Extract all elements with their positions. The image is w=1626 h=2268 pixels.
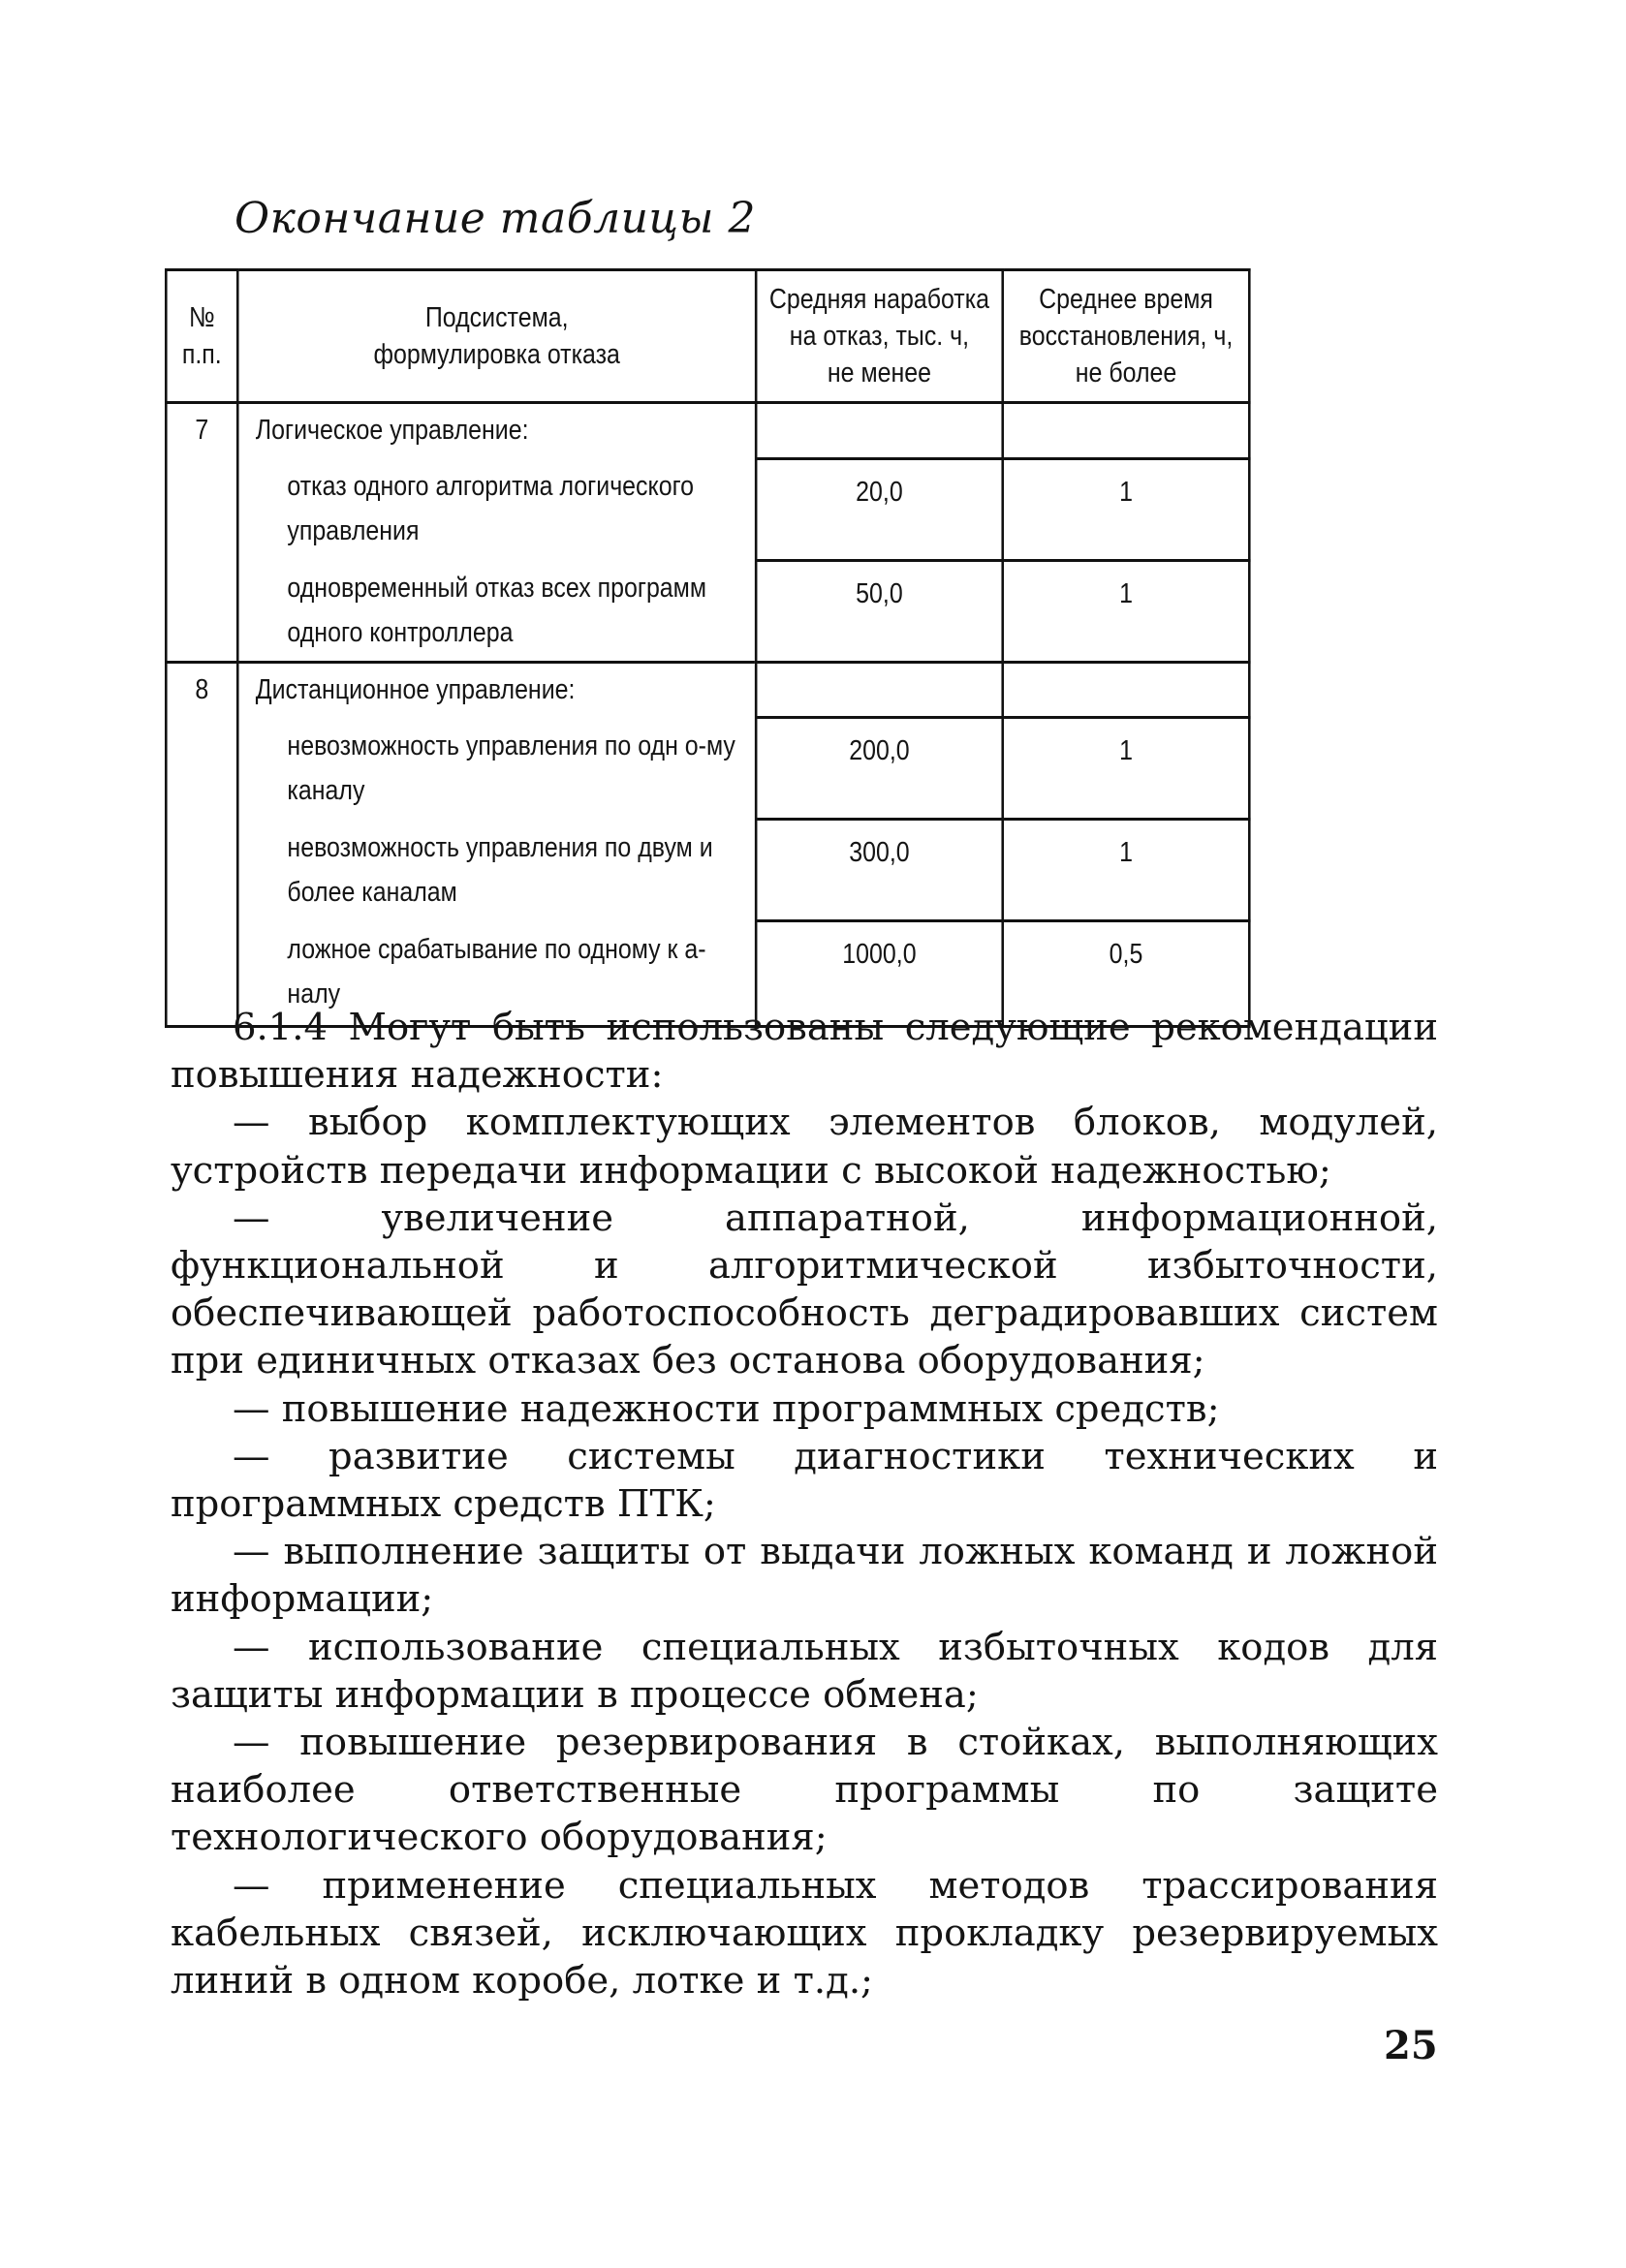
- header-subsystem-line1: Подсистема,: [424, 302, 569, 333]
- header-number: [166, 270, 237, 403]
- group-7-title: Логическое управление:: [237, 403, 756, 459]
- group-8-mtbf-empty: [756, 662, 1003, 718]
- row-mtbf: 50,0: [756, 560, 1003, 662]
- header-number-line1: №: [188, 302, 215, 333]
- table-row: [166, 820, 1249, 921]
- list-item: — увеличение аппаратной, информационной, функциональной и алгоритмической избыточности, обеспечивающей работоспособность деградировавших систем при единичных отказах без останова оборудования;: [171, 1196, 1438, 1383]
- header-mttr-line2: восстановления, ч,: [1018, 321, 1234, 352]
- row-mttr: 0,5: [1003, 921, 1250, 1027]
- list-item: — применение специальных методов трассирования кабельных связей, исключающих прокладку резервируемых линий в одном коробе, лотке и т.д.;: [171, 1863, 1438, 2004]
- row-mttr: 1: [1003, 560, 1250, 662]
- group-8-number: 8: [166, 662, 237, 1027]
- table-header-row: [166, 270, 1249, 403]
- row-description: одновременный отказ всех программ одного контроллера: [237, 560, 756, 662]
- group-7-mtbf-empty: [756, 403, 1003, 459]
- header-mtbf: [756, 270, 1003, 403]
- row-description: невозможность управления по двум и более каналам: [237, 820, 756, 921]
- row-mttr: 1: [1003, 458, 1250, 560]
- table-row: [166, 560, 1249, 662]
- group-7-mttr-empty: [1003, 403, 1250, 459]
- table-row: [166, 718, 1249, 820]
- list-item: — выполнение защиты от выдачи ложных команд и ложной информации;: [171, 1530, 1438, 1622]
- header-mtbf-line2: на отказ, тыс. ч,: [789, 321, 970, 352]
- row-mtbf: 20,0: [756, 458, 1003, 560]
- header-mttr-line1: Среднее время: [1039, 284, 1213, 315]
- recommendations-text: [171, 1004, 1438, 2004]
- group-7-row: [166, 403, 1249, 459]
- group-8-title: Дистанционное управление:: [237, 662, 756, 718]
- table-caption: Окончание таблицы 2: [235, 194, 756, 243]
- list-item: — развитие системы диагностики технических и программных средств ПТК;: [171, 1434, 1438, 1527]
- header-mtbf-line3: не менее: [827, 357, 931, 388]
- list-item: — использование специальных избыточных кодов для защиты информации в процессе обмена;: [171, 1625, 1438, 1717]
- group-8-mttr-empty: [1003, 662, 1250, 718]
- list-item: — выбор комплектующих элементов блоков, модулей, устройств передачи информации с высокой надежностью;: [171, 1101, 1438, 1193]
- row-description: невозможность управления по одн о-му каналу: [237, 718, 756, 820]
- header-mttr: [1003, 270, 1250, 403]
- row-description: отказ одного алгоритма логического управления: [237, 458, 756, 560]
- list-item: — повышение резервирования в стойках, выполняющих наиболее ответственные программы по защите технологического оборудования;: [171, 1721, 1438, 1860]
- list-item: — повышение надежности программных средств;: [233, 1386, 1220, 1431]
- row-mttr: 1: [1003, 718, 1250, 820]
- row-mttr: 1: [1003, 820, 1250, 921]
- row-mtbf: 300,0: [756, 820, 1003, 921]
- row-mtbf: 1000,0: [756, 921, 1003, 1027]
- paragraph-intro: 6.1.4 Могут быть использованы следующие рекомендации повышения надежности:: [171, 1006, 1438, 1098]
- header-number-line2: п.п.: [181, 339, 222, 370]
- table-row: [166, 458, 1249, 560]
- header-mtbf-line1: Средняя наработка: [768, 284, 990, 315]
- header-subsystem: [237, 270, 756, 403]
- row-description: ложное срабатывание по одному к а-налу: [237, 921, 756, 1027]
- reliability-table: [165, 268, 1251, 1028]
- page-number: 25: [1384, 2023, 1438, 2068]
- header-mttr-line3: не более: [1075, 357, 1177, 388]
- row-mtbf: 200,0: [756, 718, 1003, 820]
- group-8-row: [166, 662, 1249, 718]
- header-subsystem-line2: формулировка отказа: [373, 339, 620, 370]
- group-7-number: 7: [166, 403, 237, 663]
